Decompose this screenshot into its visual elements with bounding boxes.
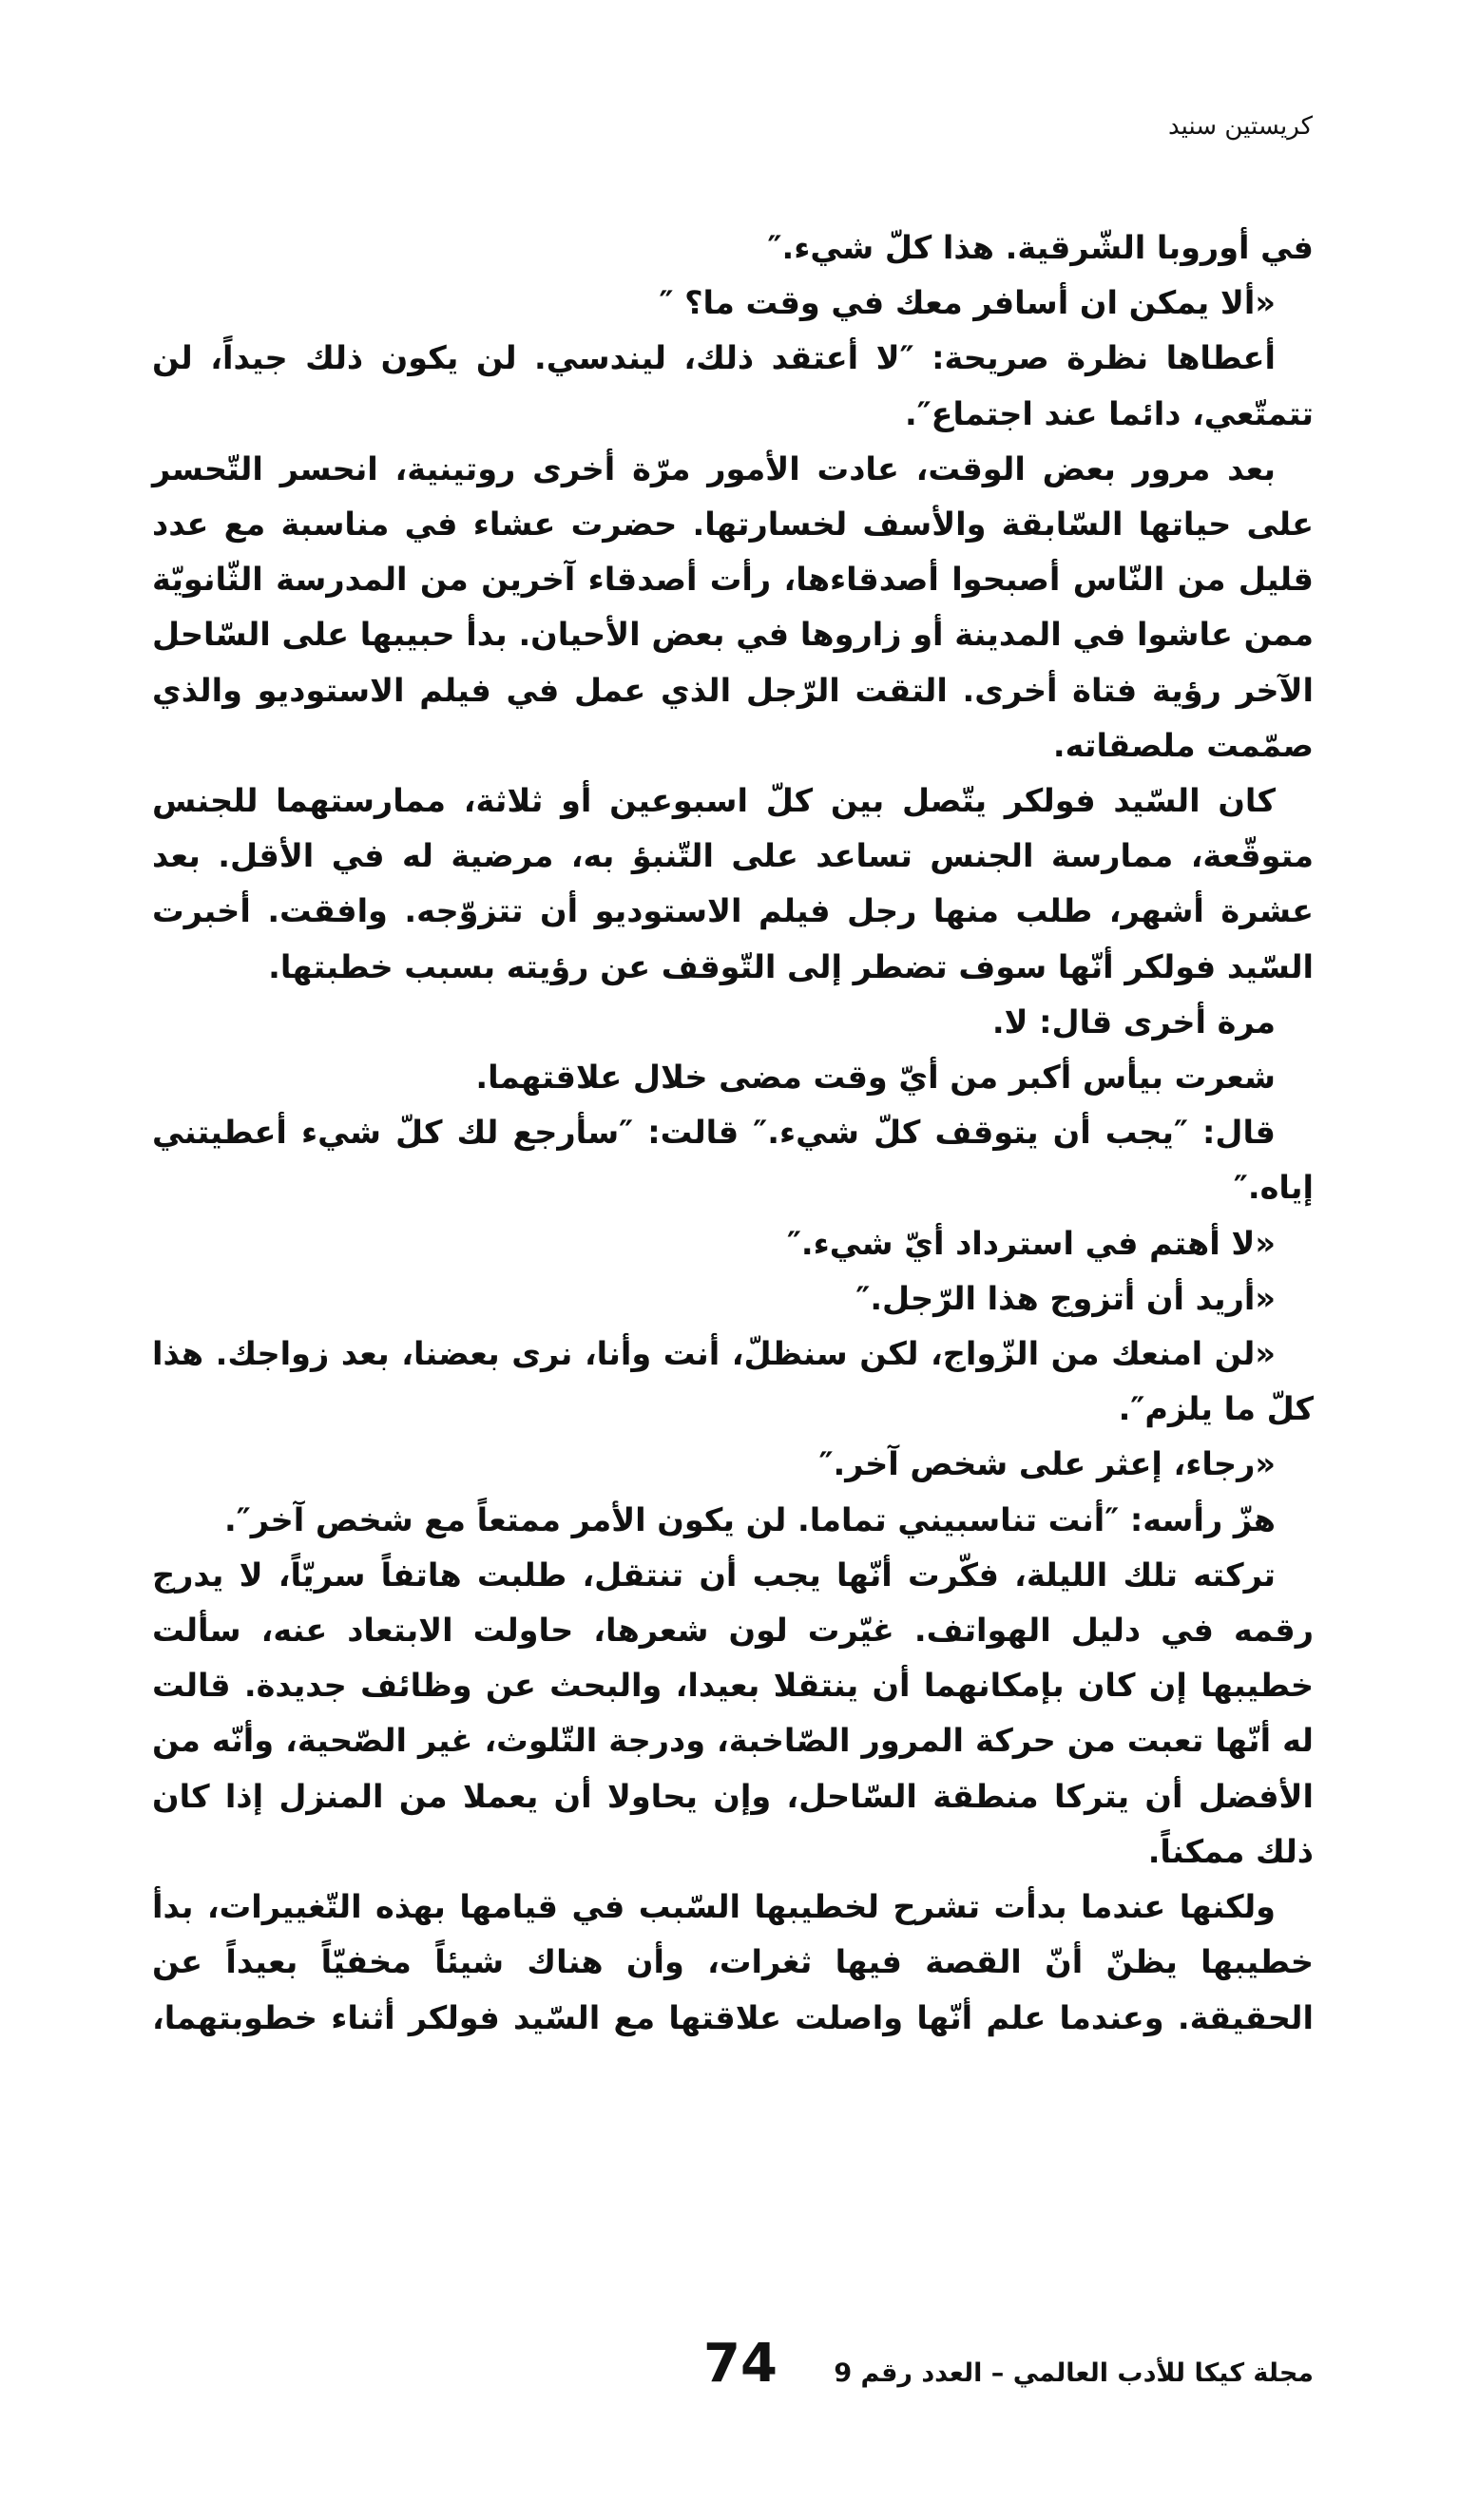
paragraph: «رجاء، إعثر على شخص آخر.″ <box>818 1445 1276 1483</box>
paragraph: ولكنها عندما بدأت تشرح لخطيبها السّبب في قيامها بهذه التّغييرات، بدأ خطيبها يظنّ أنّ القصة فيها ثغرات، وأن هناك شيئاً مخفيّاً بعيداً عن الحقيقة. وعندما علم أنّها واصلت علاقتها مع السّيد فولكر أثناء خطوبتهما، <box>152 1888 1314 2036</box>
body-text <box>152 220 1314 2046</box>
paragraph: «لا أهتم في استرداد أيّ شيء.″ <box>786 1224 1276 1262</box>
paragraph: تركته تلك الليلة، فكّرت أنّها يجب أن تنتقل، طلبت هاتفاً سريّاً، لا يدرج رقمه في دليل الهواتف. غيّرت لون شعرها، حاولت الابتعاد عنه، سألت خطيبها إن كان بإمكانهما أن ينتقلا بعيدا، والبحث عن وظائف جديدة. قالت له أنّها تعبت من حركة المرور الصّاخبة، ودرجة التّلوث، غير الصّحية، وأنّه من الأفضل أن يتركا منطقة السّاحل، وإن يحاولا أن يعملا من المنزل إذا كان ذلك ممكناً. <box>152 1556 1314 1870</box>
paragraph: في أوروبا الشّرقية. هذا كلّ شيء.″ <box>767 229 1314 266</box>
paragraph: مرة أخرى قال: لا. <box>991 1002 1276 1040</box>
paragraph: أعطاها نظرة صريحة: ″لا أعتقد ذلك، ليندسي. لن يكون ذلك جيداً، لن تتمتّعي، دائما عند اجتماع″. <box>152 339 1314 432</box>
paragraph: بعد مرور بعض الوقت، عادت الأمور مرّة أخرى روتينية، انحسر التّحسر على حياتها السّابقة والأسف لخسارتها. حضرت عشاء في مناسبة مع عدد قليل من النّاس أصبحوا أصدقاءها، رأت أصدقاء آخرين من المدرسة الثّانويّة ممن عاشوا في المدينة أو زاروها في بعض الأحيان. بدأ حبيبها على السّاحل الآخر رؤية فتاة أخرى. التقت الرّجل الذي عمل في فيلم الاستوديو والذي صمّمت ملصقاته. <box>152 449 1314 764</box>
running-head-author: كريستين سنيد <box>1167 112 1313 141</box>
paragraph: «لن امنعك من الزّواج، لكن سنظلّ، أنت وأنا، نرى بعضنا، بعد زواجك. هذا كلّ ما يلزم″. <box>152 1335 1314 1428</box>
paragraph: شعرت بيأس أكبر من أيّ وقت مضى خلال علاقتهما. <box>475 1059 1276 1097</box>
page-footer <box>703 2333 1314 2395</box>
paragraph: «أريد أن أتزوج هذا الرّجل.″ <box>855 1279 1276 1317</box>
paragraph: كان السّيد فولكر يتّصل بين كلّ اسبوعين أو ثلاثة، ممارستهما للجنس متوقّعة، ممارسة الجنس تساعد على التّنبؤ به، مرضية له في الأقل. بعد عشرة أشهر، طلب منها رجل فيلم الاستوديو أن تتزوّجه. وافقت. أخبرت السّيد فولكر أنّها سوف تضطر إلى التّوقف عن رؤيته بسبب خطبتها. <box>152 782 1314 985</box>
journal-title: مجلة كيكا للأدب العالمي – العدد رقم 9 <box>834 2358 1314 2388</box>
paragraph: قال: ″يجب أن يتوقف كلّ شيء.″ قالت: ″سأرجع لك كلّ شيء أعطيتني إياه.″ <box>152 1114 1314 1207</box>
paragraph: هزّ رأسه: ″أنت تناسبيني تماما. لن يكون الأمر ممتعاً مع شخص آخر″. <box>224 1500 1276 1538</box>
page-number: 74 <box>703 2333 778 2395</box>
paragraph: «ألا يمكن ان أسافر معك في وقت ما؟ ″ <box>659 284 1276 322</box>
